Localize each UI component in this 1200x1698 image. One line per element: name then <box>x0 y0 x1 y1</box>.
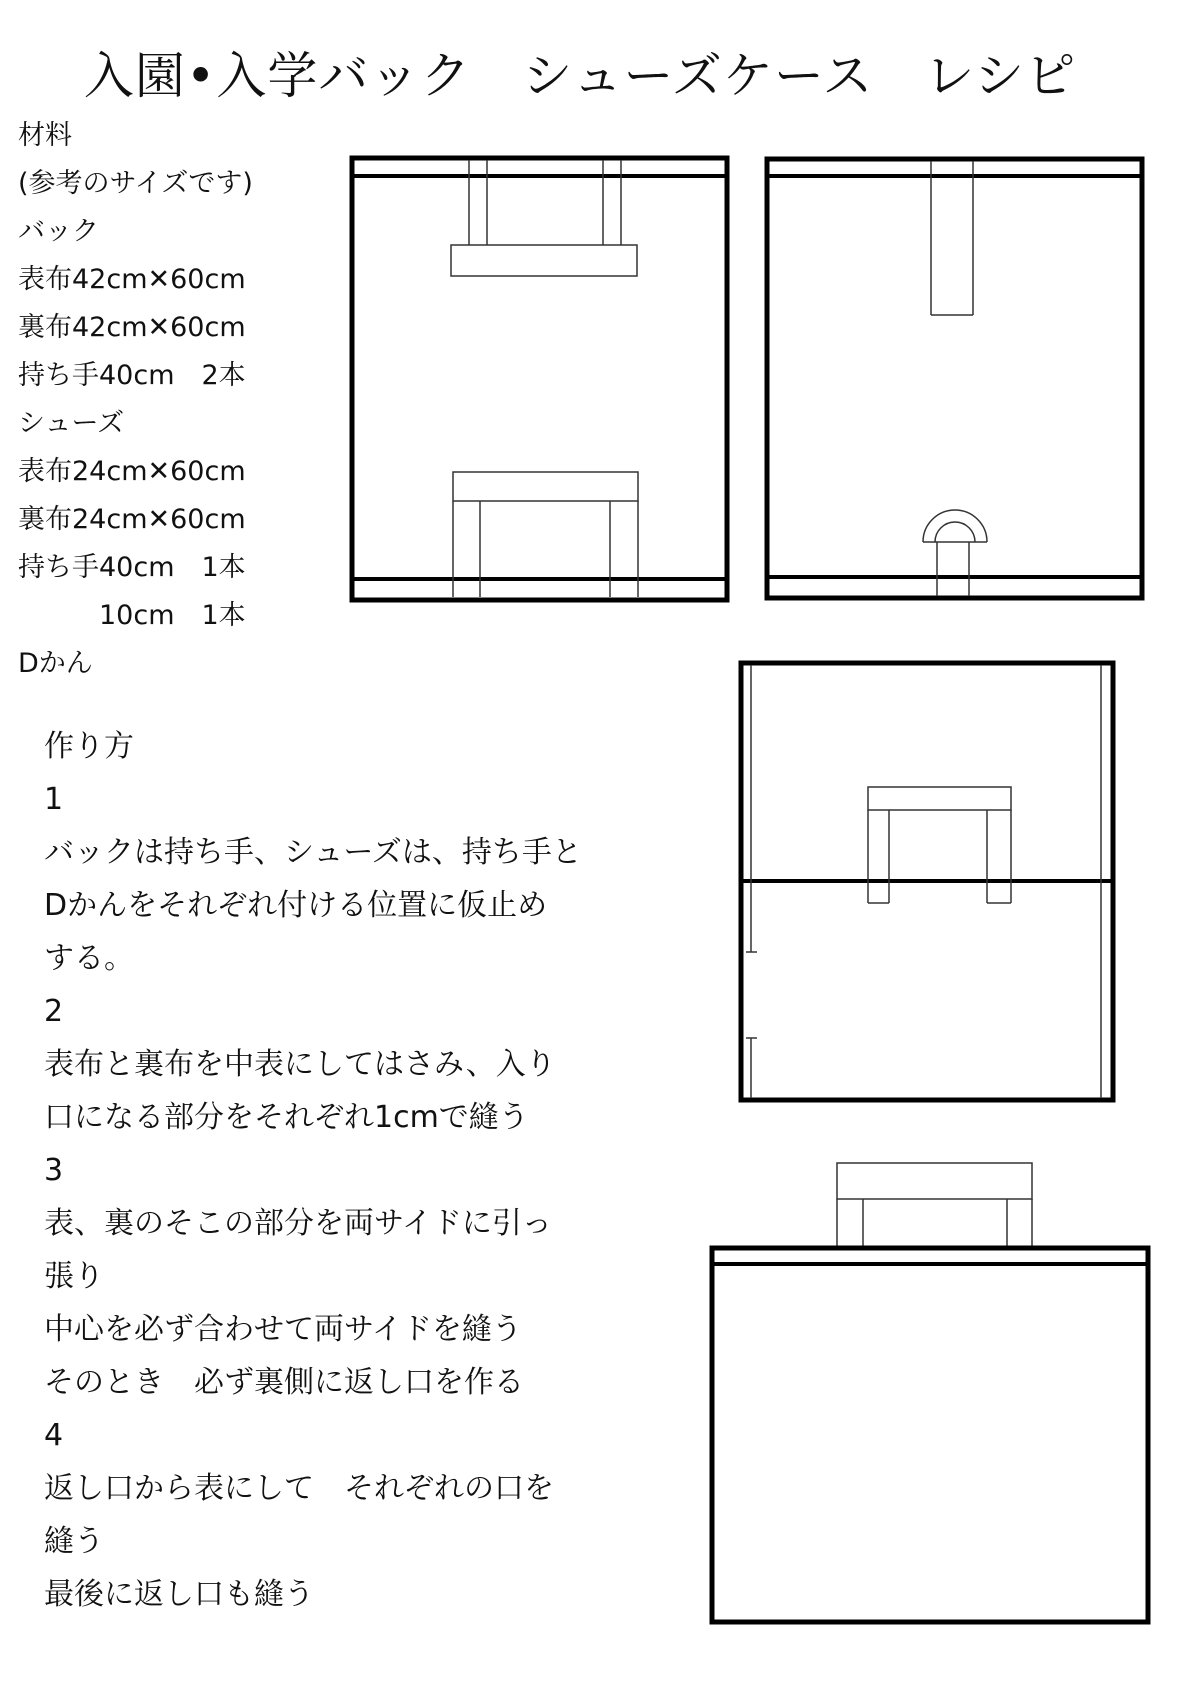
step-4-line-2: 縫う <box>44 1524 104 1559</box>
step-4-line-1: 返し口から表にして それぞれの口を <box>44 1471 554 1506</box>
step-2-line-2: 口になる部分をそれぞれ1cmで縫う <box>44 1100 529 1135</box>
d-ring-tab <box>937 542 969 596</box>
materials-heading: 材料 <box>18 120 72 151</box>
step-1-line-1: バックは持ち手、シューズは、持ち手と <box>44 835 582 870</box>
step-4-line-3: 最後に返し口も縫う <box>44 1577 314 1612</box>
materials-shoes-lining-fabric: 裏布24cm✕60cm <box>18 504 246 535</box>
step-number-4: 4 <box>44 1418 64 1453</box>
materials-shoes-heading: シューズ <box>18 408 125 439</box>
shoe-case-panel-diagram <box>765 156 1145 601</box>
instructions-heading: 作り方 <box>44 729 134 764</box>
step-3-line-2: 張り <box>44 1259 104 1294</box>
materials-bag-handles: 持ち手40cm 2本 <box>18 360 246 391</box>
materials-shoes-handle-long: 持ち手40cm 1本 <box>18 552 246 583</box>
step-1-line-2: Dかんをそれぞれ付ける位置に仮止め <box>44 888 548 923</box>
bag-outline <box>712 1248 1148 1622</box>
materials-d-ring: Dかん <box>18 648 93 679</box>
panel-outline <box>767 159 1142 598</box>
step-3-line-3: 中心を必ず合わせて両サイドを縫う <box>44 1312 522 1347</box>
instructions <box>44 720 644 1621</box>
materials-shoes-outer-fabric: 表布24cm✕60cm <box>18 456 246 487</box>
materials-bag-heading: バック <box>18 216 99 247</box>
step-number-2: 2 <box>44 994 64 1029</box>
panel-outline <box>352 158 727 600</box>
step-2-line-1: 表布と裏布を中表にしてはさみ、入り <box>44 1047 556 1082</box>
handle <box>837 1163 1032 1248</box>
step-number-3: 3 <box>44 1153 64 1188</box>
handle-tab <box>931 161 973 315</box>
materials-bag-outer-fabric: 表布42cm✕60cm <box>18 264 246 295</box>
finished-bag-diagram <box>709 1160 1153 1626</box>
step-3-line-4: そのとき 必ず裏側に返し口を作る <box>44 1365 524 1400</box>
materials-list <box>18 112 338 688</box>
d-ring-icon <box>923 510 987 542</box>
bag-panel-diagram <box>350 155 730 605</box>
step-3-line-1: 表、裏のそこの部分を両サイドに引っ <box>44 1206 552 1241</box>
page-title: 入園•入学バック シューズケース レシピ <box>83 47 1077 105</box>
sewn-panels-diagram <box>738 660 1118 1105</box>
materials-bag-lining-fabric: 裏布42cm✕60cm <box>18 312 246 343</box>
step-1-line-3: する。 <box>44 941 134 976</box>
materials-shoes-handle-short: 10cm 1本 <box>18 600 246 631</box>
handle <box>868 787 1011 903</box>
materials-note: (参考のサイズです) <box>18 168 253 199</box>
step-number-1: 1 <box>44 782 64 817</box>
